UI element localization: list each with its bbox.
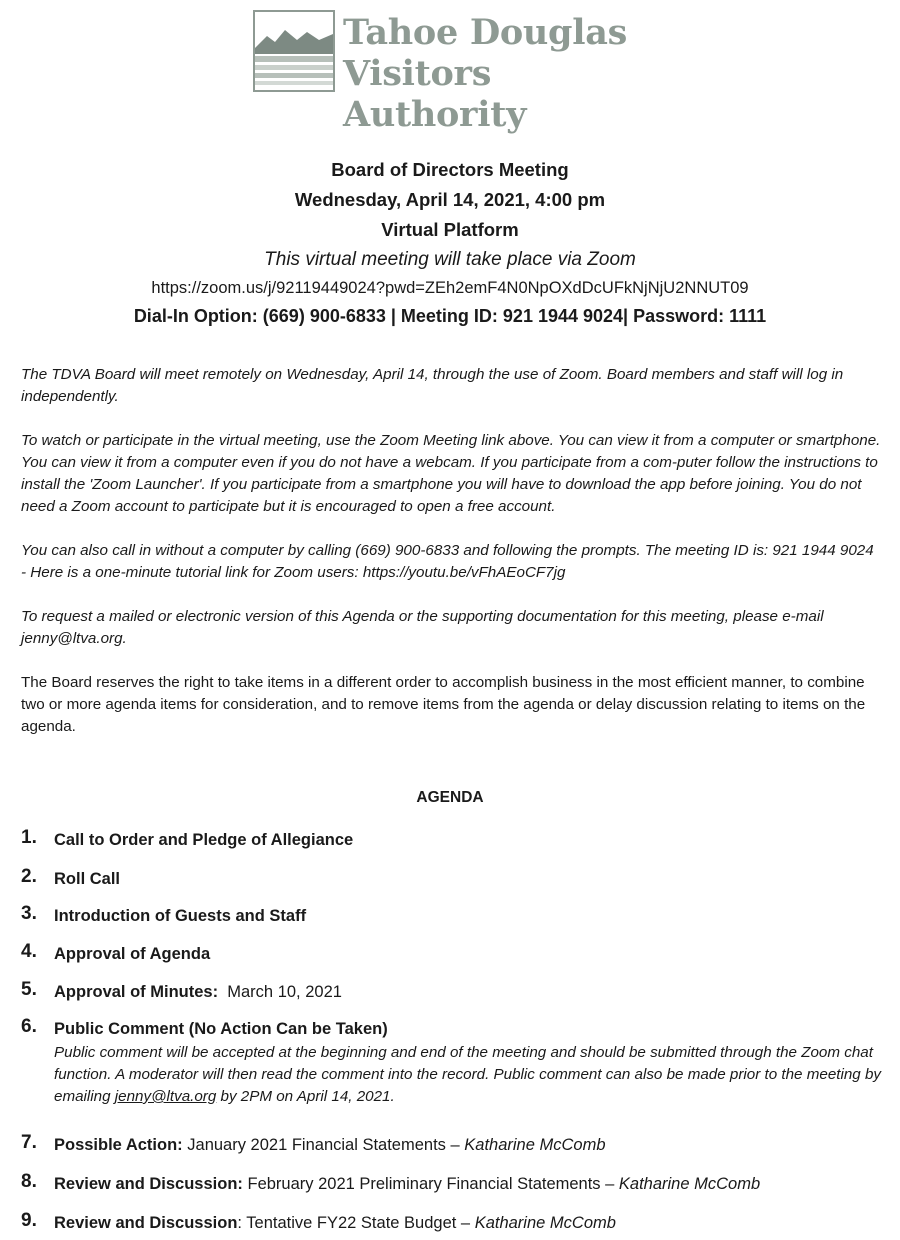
agenda-item-label: Review and Discussion: <box>54 1175 243 1193</box>
agenda-item-label: Introduction of Guests and Staff <box>54 907 307 925</box>
intro-paragraph-5: The Board reserves the right to take items in a different order to accomplish business in the most efficient manner, to combine two or more agenda items for consideration, and to remove items from the agenda or delay discussion relating to items on the agenda. <box>21 674 866 735</box>
logo-text <box>343 12 653 135</box>
agenda-item-label: Call to Order and Pledge of Allegiance <box>54 831 354 849</box>
agenda-item-detail: February 2021 Preliminary Financial Statements – <box>247 1175 619 1193</box>
agenda-item-number: 6. <box>21 1016 37 1037</box>
meeting-platform: Virtual Platform <box>381 219 519 240</box>
agenda-item-label: Approval of Agenda <box>54 945 211 963</box>
agenda-item-label: Review and Discussion <box>54 1214 238 1232</box>
intro-paragraph-4: To request a mailed or electronic version of this Agenda or the supporting documentation for this meeting, please e-mail jenny@ltva.org. <box>21 608 824 647</box>
meeting-header <box>0 155 900 331</box>
meeting-date: Wednesday, April 14, 2021, 4:00 pm <box>294 189 606 210</box>
agenda-item-number: 5. <box>21 979 37 1000</box>
email-link[interactable]: jenny@ltva.org <box>114 1088 217 1105</box>
intro-paragraph-1: The TDVA Board will meet remotely on Wednesday, April 14, through the use of Zoom. Board members and staff will log in independently. <box>21 366 844 405</box>
agenda-item-number: 7. <box>21 1132 37 1153</box>
agenda-item-detail: : Tentative FY22 State Budget – <box>237 1214 475 1232</box>
logo-line-1: Tahoe Douglas <box>343 12 628 53</box>
meeting-title: Board of Directors Meeting <box>331 159 569 180</box>
dial-in-info: Dial-In Option: (669) 900-6833 | Meeting ID: 921 1944 9024| Password: 1111 <box>133 306 767 326</box>
agenda-item-presenter: Katharine McComb <box>618 1175 761 1193</box>
agenda-item-number: 1. <box>21 827 37 848</box>
agenda-item-label: Public Comment (No Action Can be Taken) <box>54 1020 388 1038</box>
agenda-item-label: Possible Action: <box>54 1136 183 1154</box>
agenda-item-number: 2. <box>21 866 37 887</box>
agenda-item-detail: March 10, 2021 <box>227 983 342 1001</box>
mountain-lake-logo-icon <box>253 10 335 92</box>
agenda-title: AGENDA <box>416 789 484 806</box>
agenda-item-number: 4. <box>21 941 37 962</box>
agenda-item-label: Approval of Minutes: <box>54 983 219 1001</box>
zoom-note: This virtual meeting will take place via Zoom <box>264 249 636 270</box>
logo-line-2: Visitors Authority <box>343 53 527 135</box>
agenda-item-number: 8. <box>21 1171 37 1192</box>
intro-paragraph-2: To watch or participate in the virtual meeting, use the Zoom Meeting link above. You can view it from a computer or smartphone. You can view it from a computer even if you do not have a webcam. If you participate from a com-puter follow the instructions to install the 'Zoom Launcher'. If you participate from a smartphone you will have to download the app before joining. You do not need a Zoom account to participate but it is encouraged to open a free account. <box>21 432 881 515</box>
agenda-item-label: Roll Call <box>54 870 121 888</box>
intro-section <box>21 364 881 760</box>
public-comment-text: Public comment will be accepted at the beginning and end of the meeting and should be submitted through the Zoom chat function. A moderator will then read the comment into the record. Public comment can also be made prior to the meeting by emailing <box>54 1044 882 1105</box>
agenda-item-number: 3. <box>21 903 37 924</box>
agenda-item-presenter: Katharine McComb <box>474 1214 616 1232</box>
agenda-item-presenter: Katharine McComb <box>464 1136 606 1154</box>
intro-paragraph-3: You can also call in without a computer by calling (669) 900-6833 and following the prompts. The meeting ID is: 921 1944 9024 - Here is a one-minute tutorial link for Zoom users: https://youtu.be/vFhAEoCF7jg <box>21 542 874 581</box>
zoom-link[interactable]: https://zoom.us/j/92119449024?pwd=ZEh2emF4N0NpOXdDcUFkNjNjU2NNUT09 <box>151 279 749 297</box>
logo <box>253 10 653 135</box>
agenda-item-detail: January 2021 Financial Statements – <box>187 1136 465 1154</box>
public-comment-note <box>54 1042 884 1108</box>
agenda-item-number: 9. <box>21 1210 37 1231</box>
public-comment-deadline: by 2PM on April 14, 2021. <box>216 1088 395 1105</box>
